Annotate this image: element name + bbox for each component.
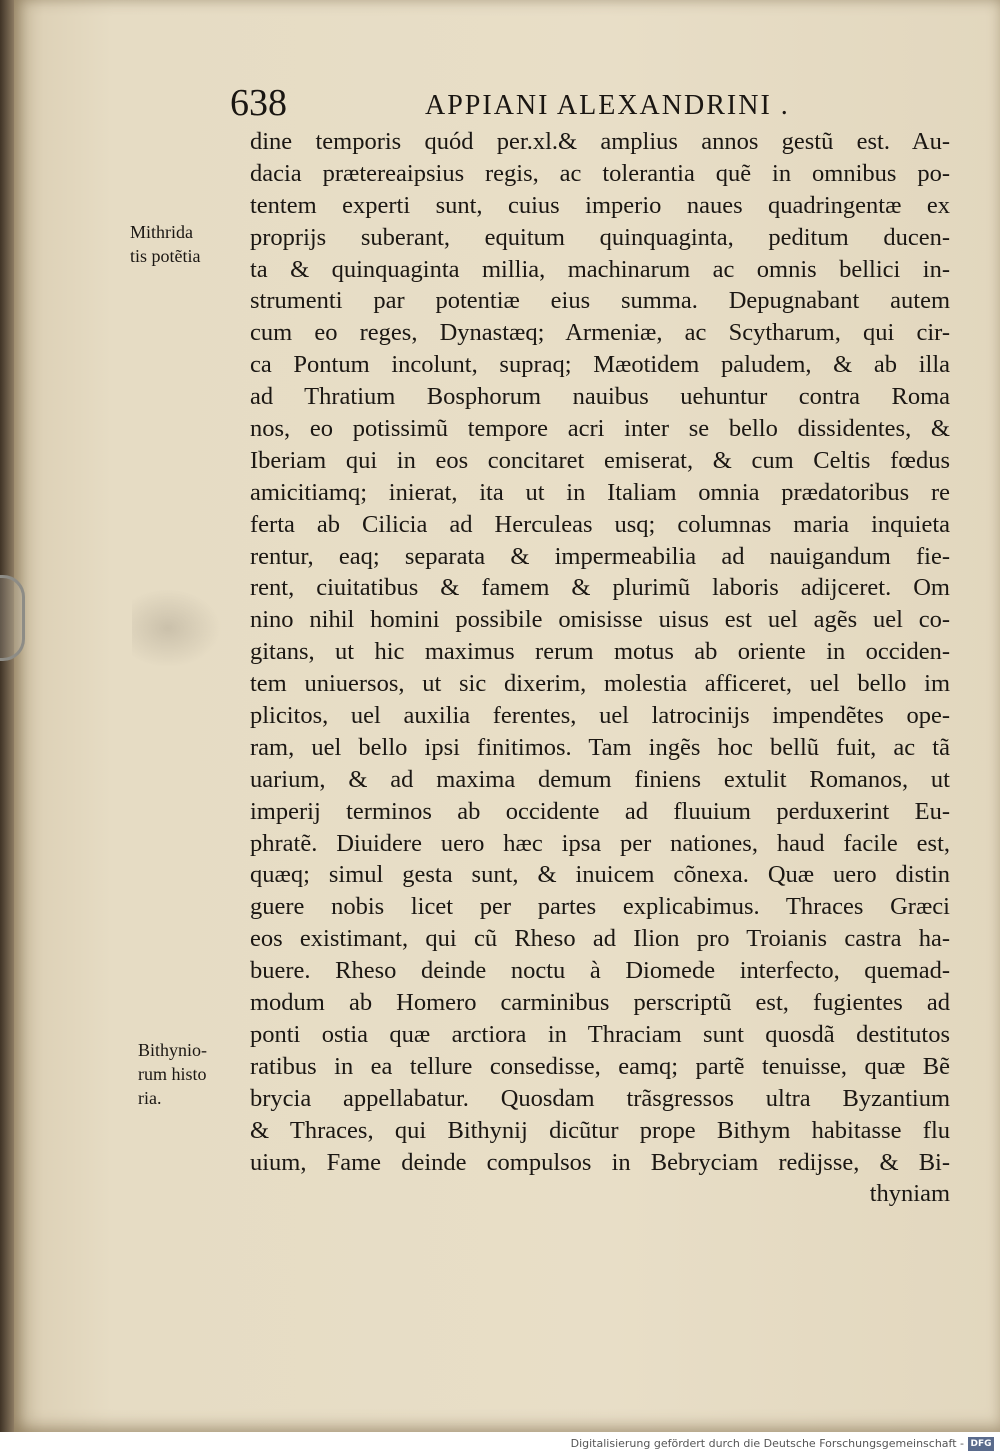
- page-clip: [0, 575, 25, 661]
- text-line: plicitos, uel auxilia ferentes, uel latrocinijs impendẽtes ope-: [250, 702, 950, 730]
- page-header: [220, 82, 840, 126]
- faded-marginal-mark: [132, 588, 222, 668]
- text-line: & Thraces, qui Bithynij dicũtur prope Bithym habitasse flu: [250, 1116, 950, 1144]
- digitization-credit: Digitalisierung gefördert durch die Deutsche Forschungsgemeinschaft -: [570, 1437, 964, 1450]
- running-title: APPIANI ALEXANDRINI .: [425, 90, 790, 121]
- text-line: rentur, eaq; separata & impermeabilia ad nauigandum fie-: [250, 542, 950, 570]
- marginal-note-line: rum histo: [138, 1064, 207, 1084]
- text-line: ram, uel bello ipsi finitimos. Tam ingẽs hoc bellũ fuit, ac tã: [250, 733, 950, 761]
- text-line: ad Thratium Bosphorum nauibus uehuntur contra Roma: [250, 383, 950, 411]
- text-line: gitans, ut hic maximus rerum motus ab oriente in occiden-: [250, 638, 950, 666]
- marginal-note-line: ria.: [138, 1088, 162, 1108]
- text-line: amicitiamq; inierat, ita ut in Italiam omnia prædatoribus re: [250, 478, 950, 506]
- text-line: quæq; simul gesta sunt, & inuicem cõnexa. Quæ uero distin: [250, 861, 950, 889]
- text-line: ferta ab Cilicia ad Herculeas usq; columnas maria inquieta: [250, 510, 950, 538]
- page-number: 638: [230, 82, 287, 124]
- text-line: proprijs suberant, equitum quinquaginta, peditum ducen-: [250, 223, 950, 251]
- text-line: strumenti par potentiæ eius summa. Depugnabant autem: [250, 287, 950, 315]
- text-line: Iberiam qui in eos concitaret emiserat, & cum Celtis fœdus: [250, 446, 950, 474]
- text-line: tem uniuersos, ut sic dixerim, molestia afficeret, uel bello im: [250, 670, 950, 698]
- text-line: buere. Rheso deinde noctu à Diomede interfecto, quemad-: [250, 957, 950, 985]
- text-line: nos, eo potissimũ tempore acri inter se bello dissidentes, &: [250, 415, 950, 443]
- text-line: tentem experti sunt, cuius imperio naues quadringentæ ex: [250, 191, 950, 219]
- text-line: eos existimant, qui cũ Rheso ad Ilion pro Troianis castra ha-: [250, 925, 950, 953]
- catchword: thyniam: [869, 1180, 950, 1208]
- marginal-note-mithridatis: [130, 220, 201, 268]
- text-line: ratibus in ea tellure consedisse, eamq; partẽ tenuisse, quæ Bẽ: [250, 1052, 950, 1080]
- text-line: brycia appellabatur. Quosdam trãsgressos ultra Byzantium: [250, 1084, 950, 1112]
- text-line: imperij terminos ab occidente ad fluuium perduxerint Eu-: [250, 797, 950, 825]
- dfg-logo: DFG: [968, 1437, 994, 1451]
- text-line: dacia prætereaipsius regis, ac tolerantia quẽ in omnibus po-: [250, 159, 950, 187]
- body-text: [250, 126, 950, 1210]
- marginal-note-line: tis potẽtia: [130, 246, 201, 266]
- text-line: dine temporis quód per.xl.& amplius annos gestũ est. Au-: [250, 128, 950, 155]
- text-line: ta & quinquaginta millia, machinarum ac omnis bellici in-: [250, 255, 950, 283]
- text-line: phratẽ. Diuidere uero hæc ipsa per nationes, haud facile est,: [250, 829, 950, 857]
- text-line: guere nobis licet per partes explicabimus. Thraces Græci: [250, 893, 950, 921]
- text-line: modum ab Homero carminibus perscriptũ est, fugientes ad: [250, 989, 950, 1017]
- marginal-note-bithyniorum: [138, 1038, 207, 1110]
- text-line: cum eo reges, Dynastæq; Armeniæ, ac Scytharum, qui cir-: [250, 319, 950, 347]
- marginal-note-line: Mithrida: [130, 222, 193, 242]
- text-line: uarium, & ad maxima demum finiens extulit Romanos, ut: [250, 765, 950, 793]
- book-spine-edge: [0, 0, 14, 1432]
- text-line: nino nihil homini possibile omisisse uisus est uel agẽs uel co-: [250, 606, 950, 634]
- marginal-note-line: Bithynio-: [138, 1040, 208, 1060]
- text-line: rent, ciuitatibus & famem & plurimũ laboris adijceret. Om: [250, 574, 950, 602]
- text-line: ca Pontum incolunt, supraq; Mæotidem paludem, & ab illa: [250, 351, 950, 379]
- text-line: uium, Fame deinde compulsos in Bebryciam redijsse, & Bi-: [250, 1148, 950, 1176]
- text-line: ponti ostia quæ arctiora in Thraciam sunt quosdã destitutos: [250, 1020, 950, 1048]
